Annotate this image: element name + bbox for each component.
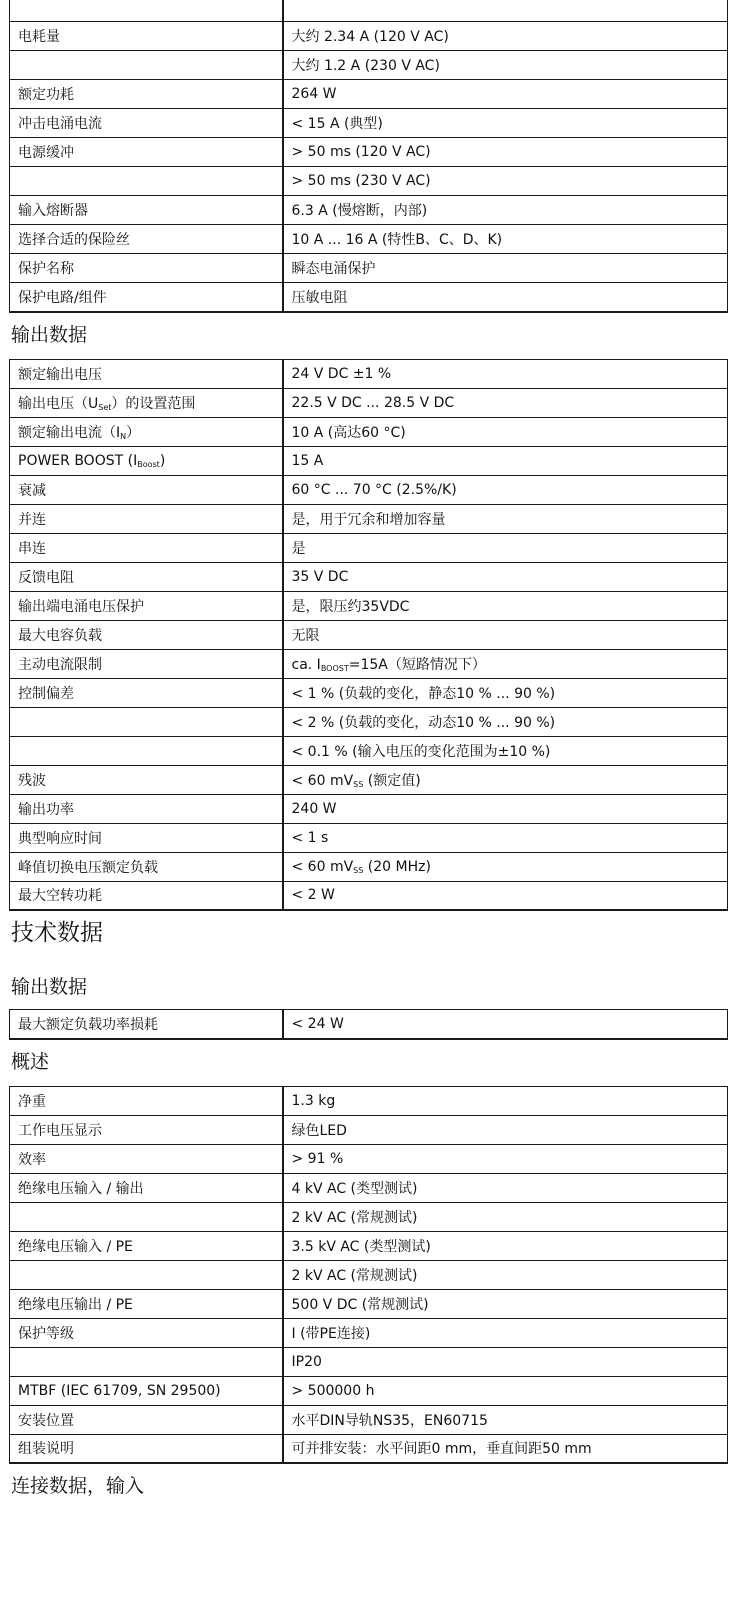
- spec-value: I (带PE连接): [291, 1325, 371, 1342]
- spec-label-cell: [10, 1434, 283, 1463]
- spec-label: 绝缘电压输入 / PE: [18, 1238, 133, 1255]
- table-row: [10, 254, 728, 283]
- spec-label-cell: [10, 881, 283, 910]
- section-heading: 技术数据: [11, 920, 103, 946]
- spec-label-cell: [10, 794, 283, 823]
- spec-label-cell: [10, 1010, 283, 1039]
- spec-value: 22.5 V DC ... 28.5 V DC: [291, 394, 455, 411]
- spec-value-cell: [283, 1376, 728, 1405]
- spec-label-cell: [10, 388, 283, 417]
- spec-value-cell: [283, 417, 728, 446]
- table-row: [10, 591, 728, 620]
- spec-label-cell: [10, 678, 283, 707]
- spec-label-cell: [10, 359, 283, 388]
- spec-label-cell: [10, 852, 283, 881]
- spec-label-cell: [10, 1405, 283, 1434]
- spec-label-cell: [10, 736, 283, 765]
- spec-value: 绿色LED: [291, 1122, 347, 1139]
- table-row: [10, 852, 728, 881]
- spec-label-cell: [10, 765, 283, 794]
- spec-label-part: 额定输出电流（I: [18, 424, 121, 441]
- spec-value: IP20: [291, 1353, 322, 1370]
- spec-value: 2 kV AC (常规测试): [291, 1267, 418, 1284]
- spec-label-cell: [10, 475, 283, 504]
- spec-value: < 15 A (典型): [291, 116, 383, 132]
- spec-value-cell: [283, 1434, 728, 1463]
- spec-value-cell: [283, 254, 728, 283]
- section-heading: 概述: [11, 1050, 50, 1073]
- spec-label-cell: [10, 1086, 283, 1115]
- spec-label-cell: [10, 109, 283, 138]
- spec-value-cell: [283, 1318, 728, 1347]
- spec-label-cell: [10, 167, 283, 196]
- spec-value: 1.3 kg: [291, 1092, 336, 1109]
- spec-value-cell: [283, 1289, 728, 1318]
- spec-label-cell: [10, 823, 283, 852]
- table-row: [10, 562, 728, 591]
- spec-table: [9, 1086, 728, 1465]
- table-row: [10, 22, 728, 51]
- table-row: [10, 417, 728, 446]
- spec-value: 10 A ... 16 A (特性B、C、D、K): [291, 232, 503, 248]
- table-row: [10, 80, 728, 109]
- table-row: [10, 475, 728, 504]
- spec-label: 峰值切换电压额定负载: [18, 859, 158, 876]
- table-row: [10, 533, 728, 562]
- spec-label-cell: [10, 417, 283, 446]
- spec-value-cell: [283, 765, 728, 794]
- spec-value-cell: [283, 446, 728, 475]
- table-row: [10, 1115, 728, 1144]
- spec-value: 水平DIN导轨NS35，EN60715: [291, 1412, 488, 1429]
- spec-label: 电源缓冲: [18, 145, 74, 161]
- table-row: [10, 736, 728, 765]
- spec-value-cell: [283, 1010, 728, 1039]
- spec-label: 工作电压显示: [18, 1122, 102, 1139]
- spec-value: 10 A (高达60 °C): [291, 424, 406, 441]
- spec-value-cell: [283, 388, 728, 417]
- section-heading: 连接数据，输入: [11, 1475, 145, 1497]
- spec-label: 输出端电涌电压保护: [18, 598, 144, 615]
- table-row: [10, 765, 728, 794]
- spec-label-cell: [10, 0, 283, 22]
- spec-value-cell: [283, 1144, 728, 1173]
- spec-value-subscript: SS: [353, 779, 364, 789]
- spec-label-cell: [10, 591, 283, 620]
- spec-label-cell: [10, 22, 283, 51]
- spec-value-part: < 60 mV: [291, 858, 354, 875]
- spec-value-cell: [283, 823, 728, 852]
- spec-value-part: (20 MHz): [363, 858, 431, 875]
- spec-label: 效率: [18, 1151, 46, 1168]
- spec-label: 最大空转功耗: [18, 888, 102, 905]
- spec-value-cell: [283, 109, 728, 138]
- spec-label: 冲击电涌电流: [18, 116, 102, 132]
- spec-value: 500 V DC (常规测试): [291, 1296, 429, 1313]
- table-row: [10, 1202, 728, 1231]
- spec-value-part: =15A（短路情况下）: [348, 656, 486, 673]
- spec-value-cell: [283, 196, 728, 225]
- spec-label: 主动电流限制: [18, 656, 102, 673]
- spec-label-subscript: N: [120, 431, 127, 441]
- spec-value-cell: [283, 225, 728, 254]
- spec-value-cell: [283, 736, 728, 765]
- spec-label: MTBF (IEC 61709, SN 29500): [18, 1382, 221, 1399]
- spec-table: [9, 1009, 728, 1040]
- spec-label-subscript: Boost: [137, 459, 160, 469]
- table-row: [10, 167, 728, 196]
- spec-label: 额定输出电压: [18, 366, 102, 383]
- spec-label-part: 输出电压（U: [18, 395, 99, 412]
- table-row: [10, 504, 728, 533]
- spec-label-part: POWER BOOST (I: [18, 452, 138, 469]
- table-row: [10, 446, 728, 475]
- spec-label: 残波: [18, 772, 46, 789]
- table-row: [10, 1405, 728, 1434]
- table-row: [10, 1086, 728, 1115]
- spec-label-cell: [10, 504, 283, 533]
- spec-value: 是，用于冗余和增加容量: [291, 511, 446, 528]
- spec-value: < 1 s: [291, 829, 329, 846]
- spec-value: > 500000 h: [291, 1382, 375, 1399]
- spec-label-cell: [10, 1347, 283, 1376]
- spec-label-cell: [10, 51, 283, 80]
- spec-value-cell: [283, 51, 728, 80]
- table-row: [10, 359, 728, 388]
- spec-value-part: ca. I: [291, 656, 321, 673]
- spec-value: 2 kV AC (常规测试): [291, 1209, 418, 1226]
- spec-table: [9, 0, 728, 313]
- table-row: [10, 0, 728, 22]
- spec-value: < 2 % (负载的变化，动态10 % ... 90 %): [291, 714, 556, 731]
- table-row: [10, 109, 728, 138]
- table-row: [10, 283, 728, 312]
- table-row: [10, 1010, 728, 1039]
- spec-value: > 91 %: [291, 1150, 344, 1167]
- table-row: [10, 225, 728, 254]
- table-row: [10, 1144, 728, 1173]
- table-row: [10, 678, 728, 707]
- spec-label-cell: [10, 225, 283, 254]
- spec-label-cell: [10, 1260, 283, 1289]
- spec-value-cell: [283, 283, 728, 312]
- table-row: [10, 1260, 728, 1289]
- table-row: [10, 138, 728, 167]
- spec-value: < 2 W: [291, 887, 335, 904]
- spec-value-part: (额定值): [363, 772, 421, 789]
- spec-label: 组装说明: [18, 1441, 74, 1458]
- spec-value: 压敏电阻: [291, 289, 348, 306]
- spec-value: > 50 ms (230 V AC): [291, 173, 431, 189]
- table-row: [10, 1347, 728, 1376]
- spec-label-cell: [10, 649, 283, 678]
- spec-label-cell: [10, 1144, 283, 1173]
- spec-table: [9, 359, 728, 912]
- spec-label: 控制偏差: [18, 685, 74, 702]
- spec-label: 额定功耗: [18, 87, 74, 103]
- spec-value: 240 W: [291, 800, 337, 817]
- spec-label-cell: [10, 620, 283, 649]
- spec-value-cell: [283, 678, 728, 707]
- spec-label-cell: [10, 283, 283, 312]
- spec-value-cell: [283, 475, 728, 504]
- spec-value-cell: [283, 533, 728, 562]
- spec-value-cell: [283, 1115, 728, 1144]
- spec-value-cell: [283, 620, 728, 649]
- spec-label: 衰减: [18, 482, 46, 499]
- spec-value: > 50 ms (120 V AC): [291, 144, 431, 160]
- spec-value-cell: [283, 649, 728, 678]
- spec-label: 输出功率: [18, 801, 74, 818]
- spec-value-cell: [283, 1405, 728, 1434]
- spec-value: 15 A: [291, 452, 324, 469]
- spec-value-cell: [283, 852, 728, 881]
- table-row: [10, 1173, 728, 1202]
- table-row: [10, 1434, 728, 1463]
- spec-label: 绝缘电压输出 / PE: [18, 1296, 133, 1313]
- spec-value-part: < 60 mV: [291, 772, 354, 789]
- spec-label-part: ）: [126, 424, 141, 441]
- spec-label: 电耗量: [18, 29, 60, 45]
- spec-label-cell: [10, 1289, 283, 1318]
- spec-label: 选择合适的保险丝: [18, 232, 130, 248]
- spec-label-cell: [10, 562, 283, 591]
- table-row: [10, 823, 728, 852]
- spec-value-cell: [283, 1231, 728, 1260]
- table-row: [10, 196, 728, 225]
- spec-value-cell: [283, 1347, 728, 1376]
- spec-value-cell: [283, 562, 728, 591]
- spec-value-cell: [283, 359, 728, 388]
- table-row: [10, 881, 728, 910]
- spec-value-cell: [283, 80, 728, 109]
- spec-value: 6.3 A (慢熔断，内部): [291, 203, 428, 219]
- spec-label: 最大额定负载功率损耗: [18, 1016, 158, 1033]
- spec-value-cell: [283, 794, 728, 823]
- spec-label: 输入熔断器: [18, 203, 88, 219]
- spec-label-cell: [10, 446, 283, 475]
- table-row: [10, 1318, 728, 1347]
- spec-label-subscript: Set: [98, 402, 112, 412]
- spec-label: 串连: [18, 540, 46, 557]
- spec-label-cell: [10, 80, 283, 109]
- spec-value-cell: [283, 881, 728, 910]
- spec-label-part: ): [159, 452, 166, 469]
- spec-value: 是: [291, 540, 306, 557]
- table-row: [10, 1231, 728, 1260]
- spec-label-cell: [10, 1173, 283, 1202]
- spec-label: 绝缘电压输入 / 输出: [18, 1180, 144, 1197]
- spec-label: 并连: [18, 511, 46, 528]
- spec-label: 保护名称: [18, 261, 74, 277]
- spec-value-cell: [283, 22, 728, 51]
- table-row: [10, 1289, 728, 1318]
- spec-label-cell: [10, 707, 283, 736]
- table-row: [10, 1376, 728, 1405]
- spec-label: 反馈电阻: [18, 569, 74, 586]
- spec-label: 最大电容负载: [18, 627, 102, 644]
- spec-value-cell: [283, 1086, 728, 1115]
- table-row: [10, 707, 728, 736]
- spec-label-cell: [10, 1318, 283, 1347]
- spec-value: 大约 2.34 A (120 V AC): [291, 29, 449, 45]
- spec-value-cell: [283, 1202, 728, 1231]
- spec-value: 是，限压约35VDC: [291, 598, 410, 615]
- spec-label: 净重: [18, 1093, 46, 1110]
- spec-value-cell: [283, 591, 728, 620]
- section-heading: 输出数据: [11, 323, 88, 346]
- spec-label: 典型响应时间: [18, 830, 102, 847]
- section-heading: 输出数据: [11, 976, 88, 998]
- spec-value: 3.5 kV AC (类型测试): [291, 1238, 431, 1255]
- spec-value: 瞬态电涌保护: [291, 261, 376, 277]
- spec-label-cell: [10, 1115, 283, 1144]
- spec-value: 4 kV AC (类型测试): [291, 1180, 418, 1197]
- spec-label-cell: [10, 196, 283, 225]
- spec-label: 保护等级: [18, 1325, 74, 1342]
- spec-value-cell: [283, 138, 728, 167]
- spec-value: 60 °C ... 70 °C (2.5%/K): [291, 481, 457, 498]
- table-row: [10, 620, 728, 649]
- spec-value: 24 V DC ±1 %: [291, 365, 392, 382]
- spec-label: 安装位置: [18, 1412, 74, 1429]
- spec-value-cell: [283, 1260, 728, 1289]
- spec-label-cell: [10, 138, 283, 167]
- spec-value-cell: [283, 0, 728, 22]
- spec-label-cell: [10, 254, 283, 283]
- spec-value-subscript: SS: [353, 865, 364, 875]
- spec-value-cell: [283, 167, 728, 196]
- table-row: [10, 794, 728, 823]
- spec-label-cell: [10, 1202, 283, 1231]
- spec-label-part: ）的设置范围: [111, 395, 196, 412]
- spec-label-cell: [10, 1376, 283, 1405]
- spec-label-cell: [10, 533, 283, 562]
- spec-value-cell: [283, 504, 728, 533]
- spec-label: 保护电路/组件: [18, 289, 107, 306]
- spec-value: 无限: [291, 627, 320, 644]
- spec-value-cell: [283, 1173, 728, 1202]
- spec-value: < 1 % (负载的变化，静态10 % ... 90 %): [291, 685, 556, 702]
- table-row: [10, 388, 728, 417]
- spec-value: 35 V DC: [291, 568, 349, 585]
- spec-value-subscript: BOOST: [320, 663, 349, 673]
- table-row: [10, 649, 728, 678]
- table-row: [10, 51, 728, 80]
- spec-value: 264 W: [291, 86, 337, 102]
- spec-label-cell: [10, 1231, 283, 1260]
- spec-value: 大约 1.2 A (230 V AC): [291, 58, 440, 74]
- spec-value: < 0.1 % (输入电压的变化范围为±10 %): [291, 743, 551, 760]
- spec-value: < 24 W: [291, 1015, 344, 1032]
- spec-value: 可并排安装：水平间距0 mm，垂直间距50 mm: [291, 1441, 592, 1458]
- spec-value-cell: [283, 707, 728, 736]
